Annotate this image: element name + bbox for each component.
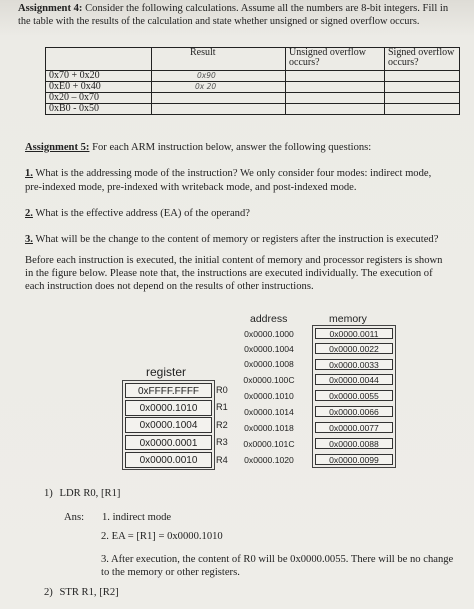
question-3-number: 3. [25, 234, 33, 245]
question-2-number: 2. [25, 208, 33, 219]
register-name: R2 [216, 420, 228, 430]
header-result: Result [152, 48, 286, 71]
header-unsigned-line2: occurs? [289, 57, 320, 68]
memory-address: 0x0000.1020 [244, 455, 294, 465]
question-1-text: What is the addressing mode of the instruction? We only consider four modes: indirect mode, [35, 168, 432, 179]
answer-3-line2: to the memory or other registers. [101, 567, 240, 578]
register-cell: 0x0000.0010 [125, 452, 212, 468]
memory-address: 0x0000.100C [243, 375, 295, 385]
register-name: R3 [216, 437, 228, 447]
memory-cell: 0x0000.0055 [315, 390, 393, 401]
row-result [152, 93, 286, 104]
memory-cell: 0x0000.0011 [315, 328, 393, 339]
header-signed-line2: occurs? [388, 57, 419, 68]
row-calculation: 0x70 + 0x20 [46, 71, 152, 82]
memory-cell: 0x0000.0077 [315, 422, 393, 433]
problem-2-instruction: STR R1, [R2] [59, 587, 119, 598]
assignment5-heading [25, 141, 371, 154]
problem-1-number: 1) [44, 488, 53, 499]
register-label: register [146, 365, 187, 379]
assignment5-label: Assignment 5: [25, 142, 90, 153]
memory-label: memory [329, 313, 367, 325]
table-row [46, 71, 460, 82]
assignment4-line2: the table with the results of the calculation and state whether unsigned or signed overflow occurs. [18, 16, 420, 27]
assignment4-line1 [18, 2, 448, 15]
row-calculation: 0x20 – 0x70 [46, 93, 152, 104]
row-signed [385, 93, 460, 104]
problem-2-number: 2) [44, 587, 53, 598]
table-row [46, 82, 460, 93]
memory-address: 0x0000.1010 [244, 391, 294, 401]
register-cell: 0x0000.0001 [125, 435, 212, 451]
problem-2 [44, 586, 119, 599]
question-1-number: 1. [25, 168, 33, 179]
header-unsigned [286, 48, 385, 71]
memory-address: 0x0000.1008 [244, 359, 294, 369]
note-line1: Before each instruction is executed, the initial content of memory and processor registers is shown [25, 255, 443, 266]
question-3-text: What will be the change to the content of memory or registers after the instruction is executed? [35, 234, 439, 245]
table-row [46, 93, 460, 104]
header-unsigned-line1: Unsigned overflow [289, 47, 366, 58]
answer-1: 1. indirect mode [102, 512, 172, 523]
row-unsigned [286, 71, 385, 82]
problem-1 [44, 487, 120, 500]
handwritten-result-1: 0x90 [197, 71, 216, 80]
register-cell: 0xFFFF.FFFF [125, 383, 212, 399]
register-name: R4 [216, 455, 228, 465]
assignment4-text1: Consider the following calculations. Assume all the numbers are 8-bit integers. Fill in [85, 3, 449, 14]
row-unsigned [286, 93, 385, 104]
results-table [45, 47, 460, 115]
assignment4-label: Assignment 4: [18, 3, 83, 14]
memory-cell: 0x0000.0099 [315, 454, 393, 465]
row-result [152, 71, 286, 82]
memory-cell: 0x0000.0066 [315, 406, 393, 417]
row-result [152, 104, 286, 115]
row-result [152, 82, 286, 93]
row-unsigned [286, 82, 385, 93]
question-1-line1 [25, 167, 431, 180]
note-line2: in the figure below. Please note that, the instructions are executed individually. The execution of [25, 268, 433, 279]
row-signed [385, 71, 460, 82]
question-3 [25, 233, 438, 246]
row-signed [385, 82, 460, 93]
memory-cell: 0x0000.0022 [315, 343, 393, 354]
memory-address: 0x0000.1014 [244, 407, 294, 417]
memory-address: 0x0000.1018 [244, 423, 294, 433]
header-blank-cell [46, 48, 152, 71]
row-calculation: 0xE0 + 0x40 [46, 82, 152, 93]
note-line3: each instruction does not depend on the results of other instructions. [25, 281, 314, 292]
memory-cell: 0x0000.0088 [315, 438, 393, 449]
register-cell: 0x0000.1010 [125, 400, 212, 416]
memory-cell: 0x0000.0033 [315, 359, 393, 370]
register-cell: 0x0000.1004 [125, 417, 212, 433]
row-signed [385, 104, 460, 115]
answer-label: Ans: [64, 512, 85, 523]
table-row [46, 104, 460, 115]
assignment5-intro: For each ARM instruction below, answer the following questions: [92, 142, 372, 153]
results-table-header [46, 48, 460, 71]
header-signed-line1: Signed overflow [388, 47, 455, 58]
header-signed [385, 48, 460, 71]
handwritten-result-2: 0x 20 [195, 82, 217, 91]
address-label: address [250, 313, 288, 325]
problem-1-instruction: LDR R0, [R1] [59, 488, 121, 499]
memory-address: 0x0000.1000 [244, 329, 294, 339]
register-name: R0 [216, 385, 228, 395]
answer-2: 2. EA = [R1] = 0x0000.1010 [101, 531, 223, 542]
question-2 [25, 207, 250, 220]
memory-address: 0x0000.101C [243, 439, 295, 449]
row-calculation: 0xB0 - 0x50 [46, 104, 152, 115]
memory-address: 0x0000.1004 [244, 344, 294, 354]
question-2-text: What is the effective address (EA) of the operand? [35, 208, 250, 219]
register-name: R1 [216, 402, 228, 412]
row-unsigned [286, 104, 385, 115]
memory-cell: 0x0000.0044 [315, 374, 393, 385]
question-1-line2: pre-indexed mode, pre-indexed with writeback mode, and post-indexed mode. [25, 182, 357, 193]
answer-3-line1: 3. After execution, the content of R0 will be 0x0000.0055. There will be no change [101, 554, 454, 565]
